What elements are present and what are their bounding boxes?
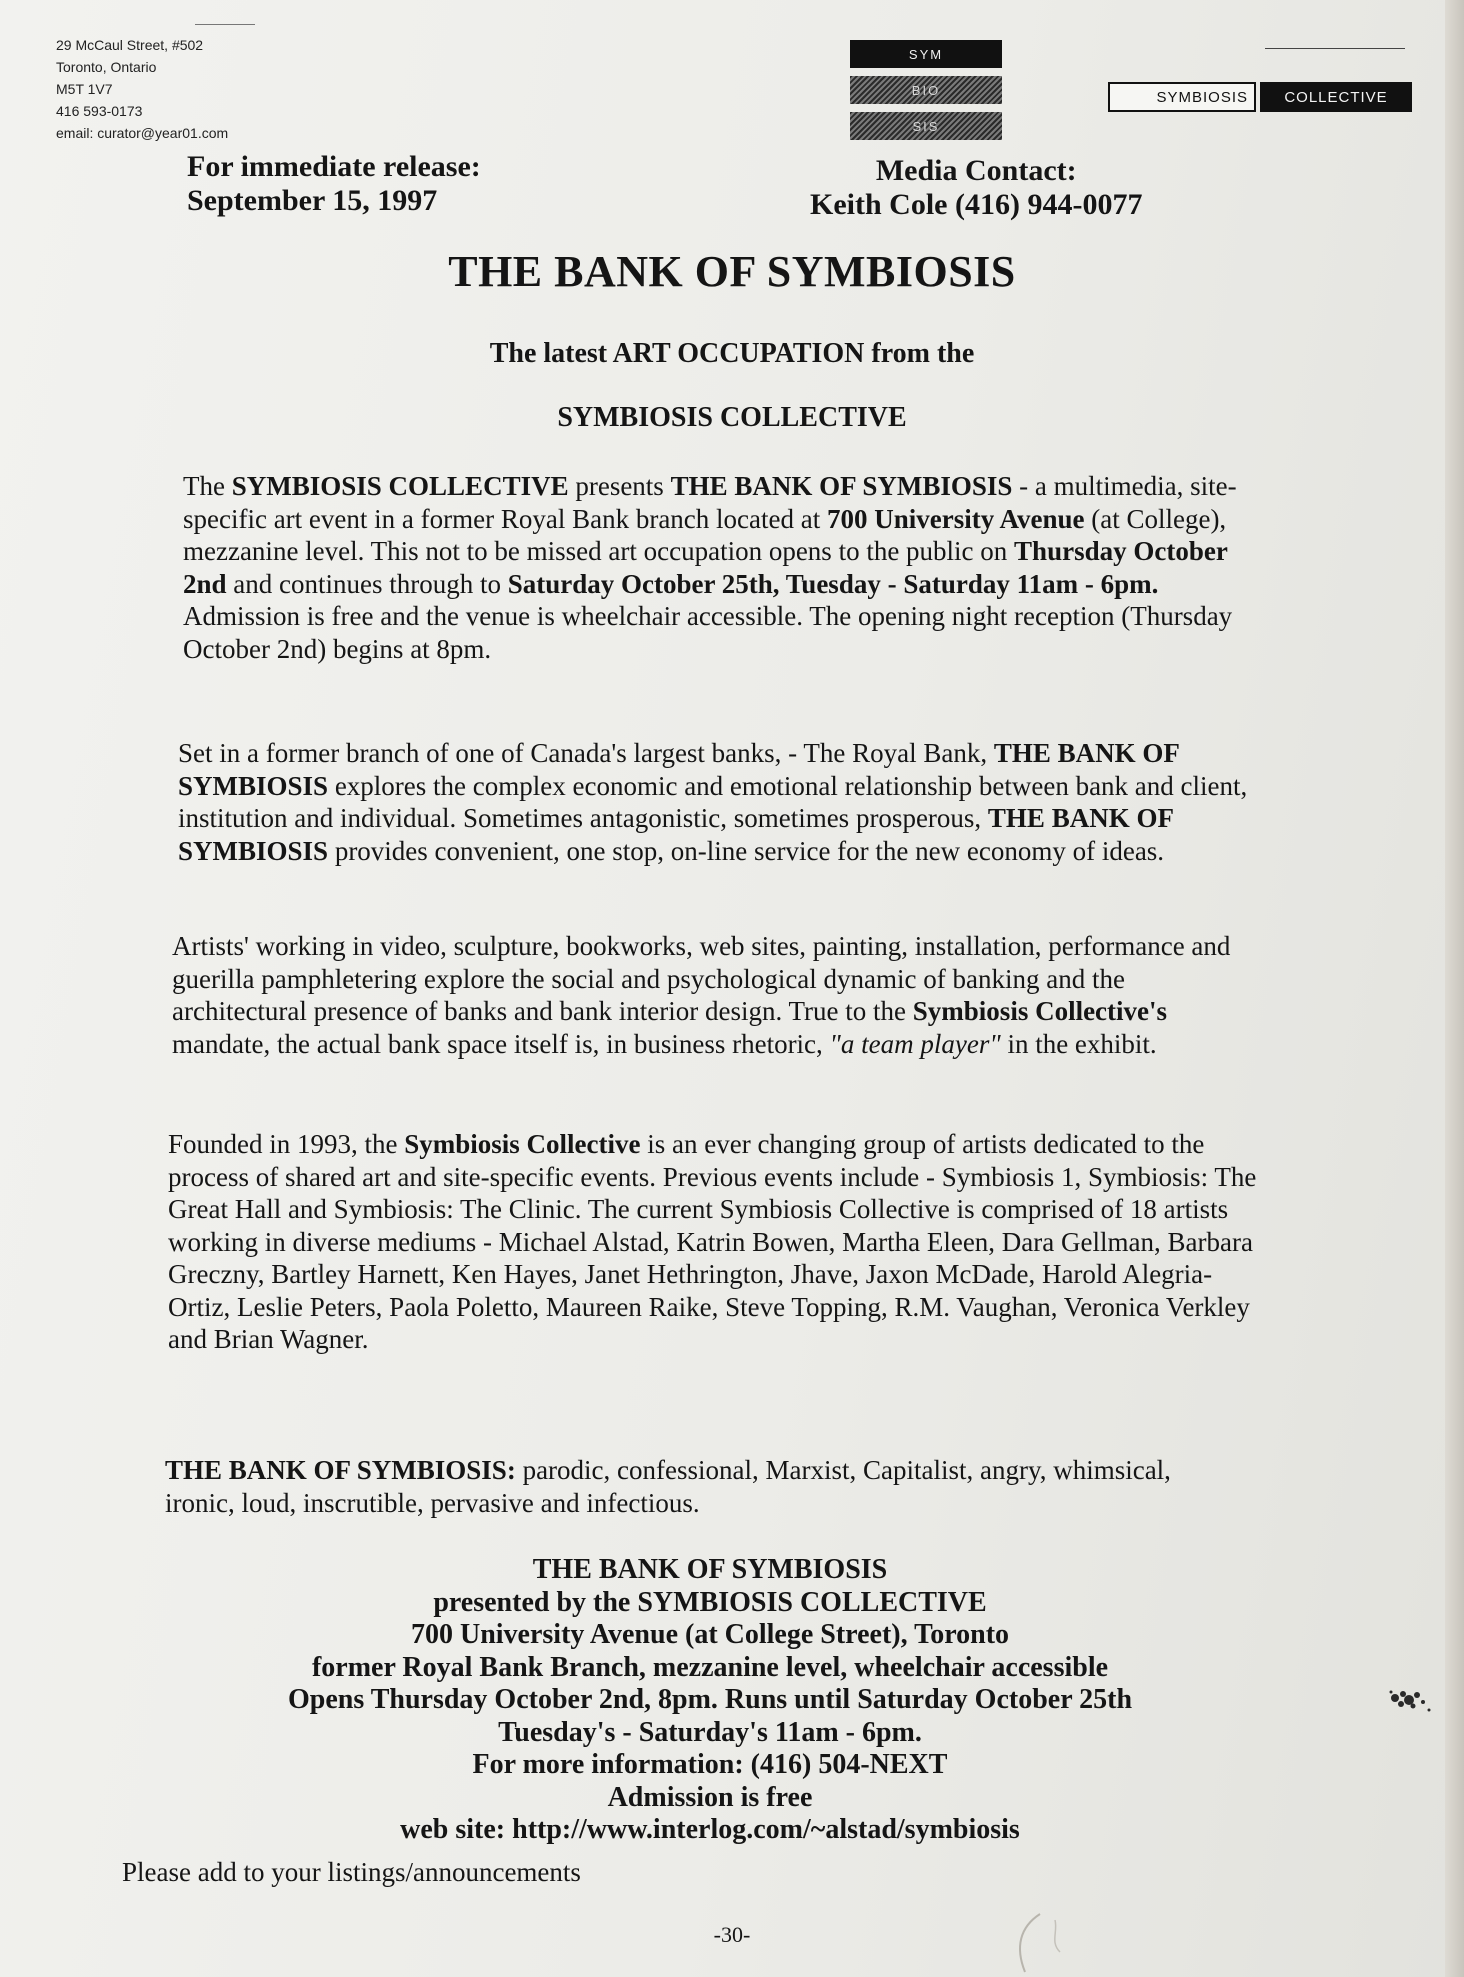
bold-text-run: THE BANK OF SYMBIOSIS	[670, 471, 1013, 501]
subtitle-line-1: The latest ART OCCUPATION from the	[489, 338, 975, 369]
text-run: Admission is free and the venue is wheelchair accessible. The opening night reception (Thursday October 2nd) begins at 8pm.	[183, 601, 1233, 664]
event-detail-line: THE BANK OF SYMBIOSIS	[532, 1554, 888, 1585]
text-run: Set in a former branch of one of Canada's largest banks, - The Royal Bank,	[178, 738, 994, 768]
media-contact-label: Media Contact:	[875, 154, 1077, 187]
symbiosis-collective-wordmark	[1108, 82, 1412, 112]
bold-text-run: THE BANK OF SYMBIOSIS:	[165, 1455, 516, 1485]
text-run: presents	[568, 471, 671, 501]
event-detail-line: former Royal Bank Branch, mezzanine level, wheelchair accessible	[311, 1651, 1109, 1683]
text-run: - a multimedia, site-specific art event in a former Royal Bank branch located at	[183, 471, 1237, 534]
event-detail-line: web site: http://www.interlog.com/~alstad/symbiosis	[400, 1814, 1020, 1845]
paragraph-summary	[165, 1454, 1245, 1519]
event-detail-line: Admission is free	[607, 1781, 813, 1813]
event-detail-line: presented by the SYMBIOSIS COLLECTIVE	[433, 1586, 987, 1618]
text-run: Founded in 1993, the	[168, 1129, 405, 1159]
bold-text-run: Symbiosis Collective's	[912, 996, 1168, 1026]
text-run: in the exhibit.	[1000, 1028, 1157, 1059]
event-detail-line: 700 University Avenue (at College Street), Toronto	[410, 1619, 1010, 1650]
subtitle-line-2: SYMBIOSIS COLLECTIVE	[557, 402, 907, 433]
wordmark-collective: COLLECTIVE	[1260, 82, 1412, 112]
address-line: M5T 1V7	[56, 81, 113, 97]
ink-smudge-mark	[1383, 1680, 1443, 1720]
letterhead-address	[56, 34, 296, 144]
paragraph-artists	[172, 930, 1252, 1060]
text-run: The	[183, 471, 232, 501]
event-detail-line: Tuesday's - Saturday's 11am - 6pm.	[498, 1716, 922, 1748]
release-label: For immediate release:	[187, 150, 481, 183]
paragraph-intro	[183, 470, 1263, 665]
paragraph-setting	[178, 737, 1253, 867]
address-line: 416 593-0173	[56, 103, 143, 119]
address-line: 29 McCaul Street, #502	[56, 37, 204, 53]
release-date-block	[187, 150, 481, 218]
text-run: explores the complex economic and emotional relationship between bank and client, institution and individual. Sometimes antagonistic, sometimes prosperous,	[178, 770, 1248, 833]
text-run: mandate, the actual bank space itself is, in business rhetoric,	[172, 1028, 830, 1059]
event-detail-line: For more information: (416) 504-NEXT	[472, 1749, 948, 1780]
bold-text-run: SYMBIOSIS COLLECTIVE	[231, 471, 569, 501]
text-run: (at College), mezzanine level. This not to be missed art occupation opens to the public on	[183, 503, 1227, 566]
text-run: parodic, confessional, Marxist, Capitalist, angry, whimsical, ironic, loud, inscrutible, pervasive and infectious.	[165, 1455, 1171, 1518]
bold-text-run: THE BANK OF SYMBIOSIS	[178, 803, 1173, 866]
listing-note: Please add to your listings/announcements	[122, 1857, 581, 1887]
logo-bio: BIO	[850, 76, 1002, 104]
bold-text-run: THE BANK OF SYMBIOSIS	[178, 738, 1179, 801]
address-rule	[195, 24, 255, 25]
text-run: Artists' working in video, sculpture, bookworks, web sites, painting, installation, performance and guerilla pamphletering explore the social and psychological dynamic of banking and the architectural presence of banks and bank interior design. True to the	[172, 931, 1231, 1026]
event-details-block	[120, 1554, 1300, 1847]
address-line: email: curator@year01.com	[56, 125, 229, 141]
logo-sis: SIS	[850, 112, 1002, 140]
release-date: September 15, 1997	[187, 184, 438, 217]
event-detail-line: Opens Thursday October 2nd, 8pm. Runs until Saturday October 25th	[287, 1684, 1133, 1715]
page-number: -30-	[713, 1922, 751, 1947]
address-line: Toronto, Ontario	[56, 59, 157, 75]
bold-text-run: 700 University Avenue	[826, 503, 1085, 534]
bold-text-run: Saturday October 25th, Tuesday - Saturday 11am - 6pm.	[507, 568, 1159, 599]
media-contact-block	[810, 154, 1142, 222]
text-run: is an ever changing group of artists dedicated to the process of shared art and site-specific events. Previous events include - Symbiosis 1, Symbiosis: The Great Hall and Symbiosis: The Clinic. The current Symbiosis Collective is comprised of 18 artists working in diverse mediums - Michael Alstad, Katrin Bowen, Martha Eleen, Dara Gellman, Barbara Greczny, Bartley Harnett, Ken Hayes, Janet Hethrington, Jhave, Jaxon McDade, Harold Alegria-Ortiz, Leslie Peters, Paola Poletto, Maureen Raike, Steve Topping, R.M. Vaughan, Veronica Verkley and Brian Wagner.	[168, 1129, 1257, 1354]
paragraph-founded	[168, 1128, 1258, 1356]
pencil-mark	[1000, 1912, 1070, 1977]
text-run: provides convenient, one stop, on-line service for the new economy of ideas.	[328, 835, 1165, 866]
header-rule	[1265, 48, 1405, 49]
text-run: and continues through to	[226, 568, 508, 599]
wordmark-symbiosis: SYMBIOSIS	[1108, 82, 1256, 112]
bold-text-run: Thursday October 2nd	[183, 536, 1228, 599]
symbiosis-stack-logo	[850, 40, 1002, 148]
document-title: THE BANK OF SYMBIOSIS	[448, 247, 1016, 296]
logo-sym: SYM	[850, 40, 1002, 68]
italic-text-run: "a team player"	[829, 1028, 1001, 1059]
bold-text-run: Symbiosis Collective	[404, 1129, 641, 1159]
media-contact-name: Keith Cole (416) 944-0077	[810, 188, 1143, 221]
